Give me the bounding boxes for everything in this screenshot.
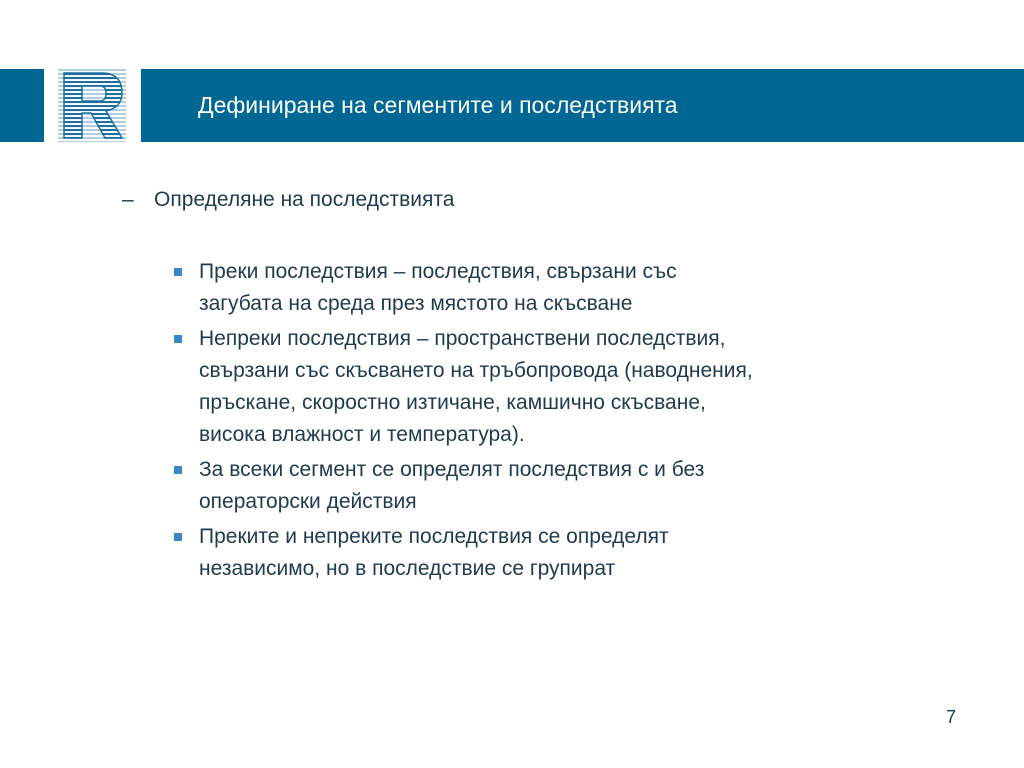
- page-number: 7: [946, 707, 957, 727]
- bullet-item: [172, 454, 972, 518]
- sub-heading: [122, 185, 454, 215]
- bullet-text: Преките и непреките последствия се определят независимо, но в последствие се групират: [199, 525, 669, 580]
- bullet-text: Непреки последствия – пространствени последствия, свързани със скъсването на тръбопровода (наводнения, пръскане, скоростно изтичане, камшично скъсване, висока влажност и температура).: [199, 327, 753, 446]
- bullet-text: За всеки сегмент се определят последствия с и без операторски действия: [199, 458, 705, 513]
- bullet-item: [172, 256, 972, 320]
- bullet-item: [172, 323, 972, 451]
- company-logo-icon: [58, 69, 126, 142]
- dash-marker: –: [122, 188, 134, 211]
- square-bullet-icon: [174, 466, 182, 474]
- square-bullet-icon: [174, 268, 182, 276]
- header-banner-left: [0, 69, 44, 142]
- square-bullet-icon: [174, 335, 182, 343]
- bullet-text: Преки последствия – последствия, свързани със загубата на среда през мястото на скъсване: [199, 260, 677, 315]
- bullet-list: [172, 256, 972, 588]
- square-bullet-icon: [174, 533, 182, 541]
- bullet-item: [172, 521, 972, 585]
- sub-heading-text: Определяне на последствията: [154, 188, 455, 211]
- slide-title: Дефиниране на сегментите и последствията: [198, 92, 678, 118]
